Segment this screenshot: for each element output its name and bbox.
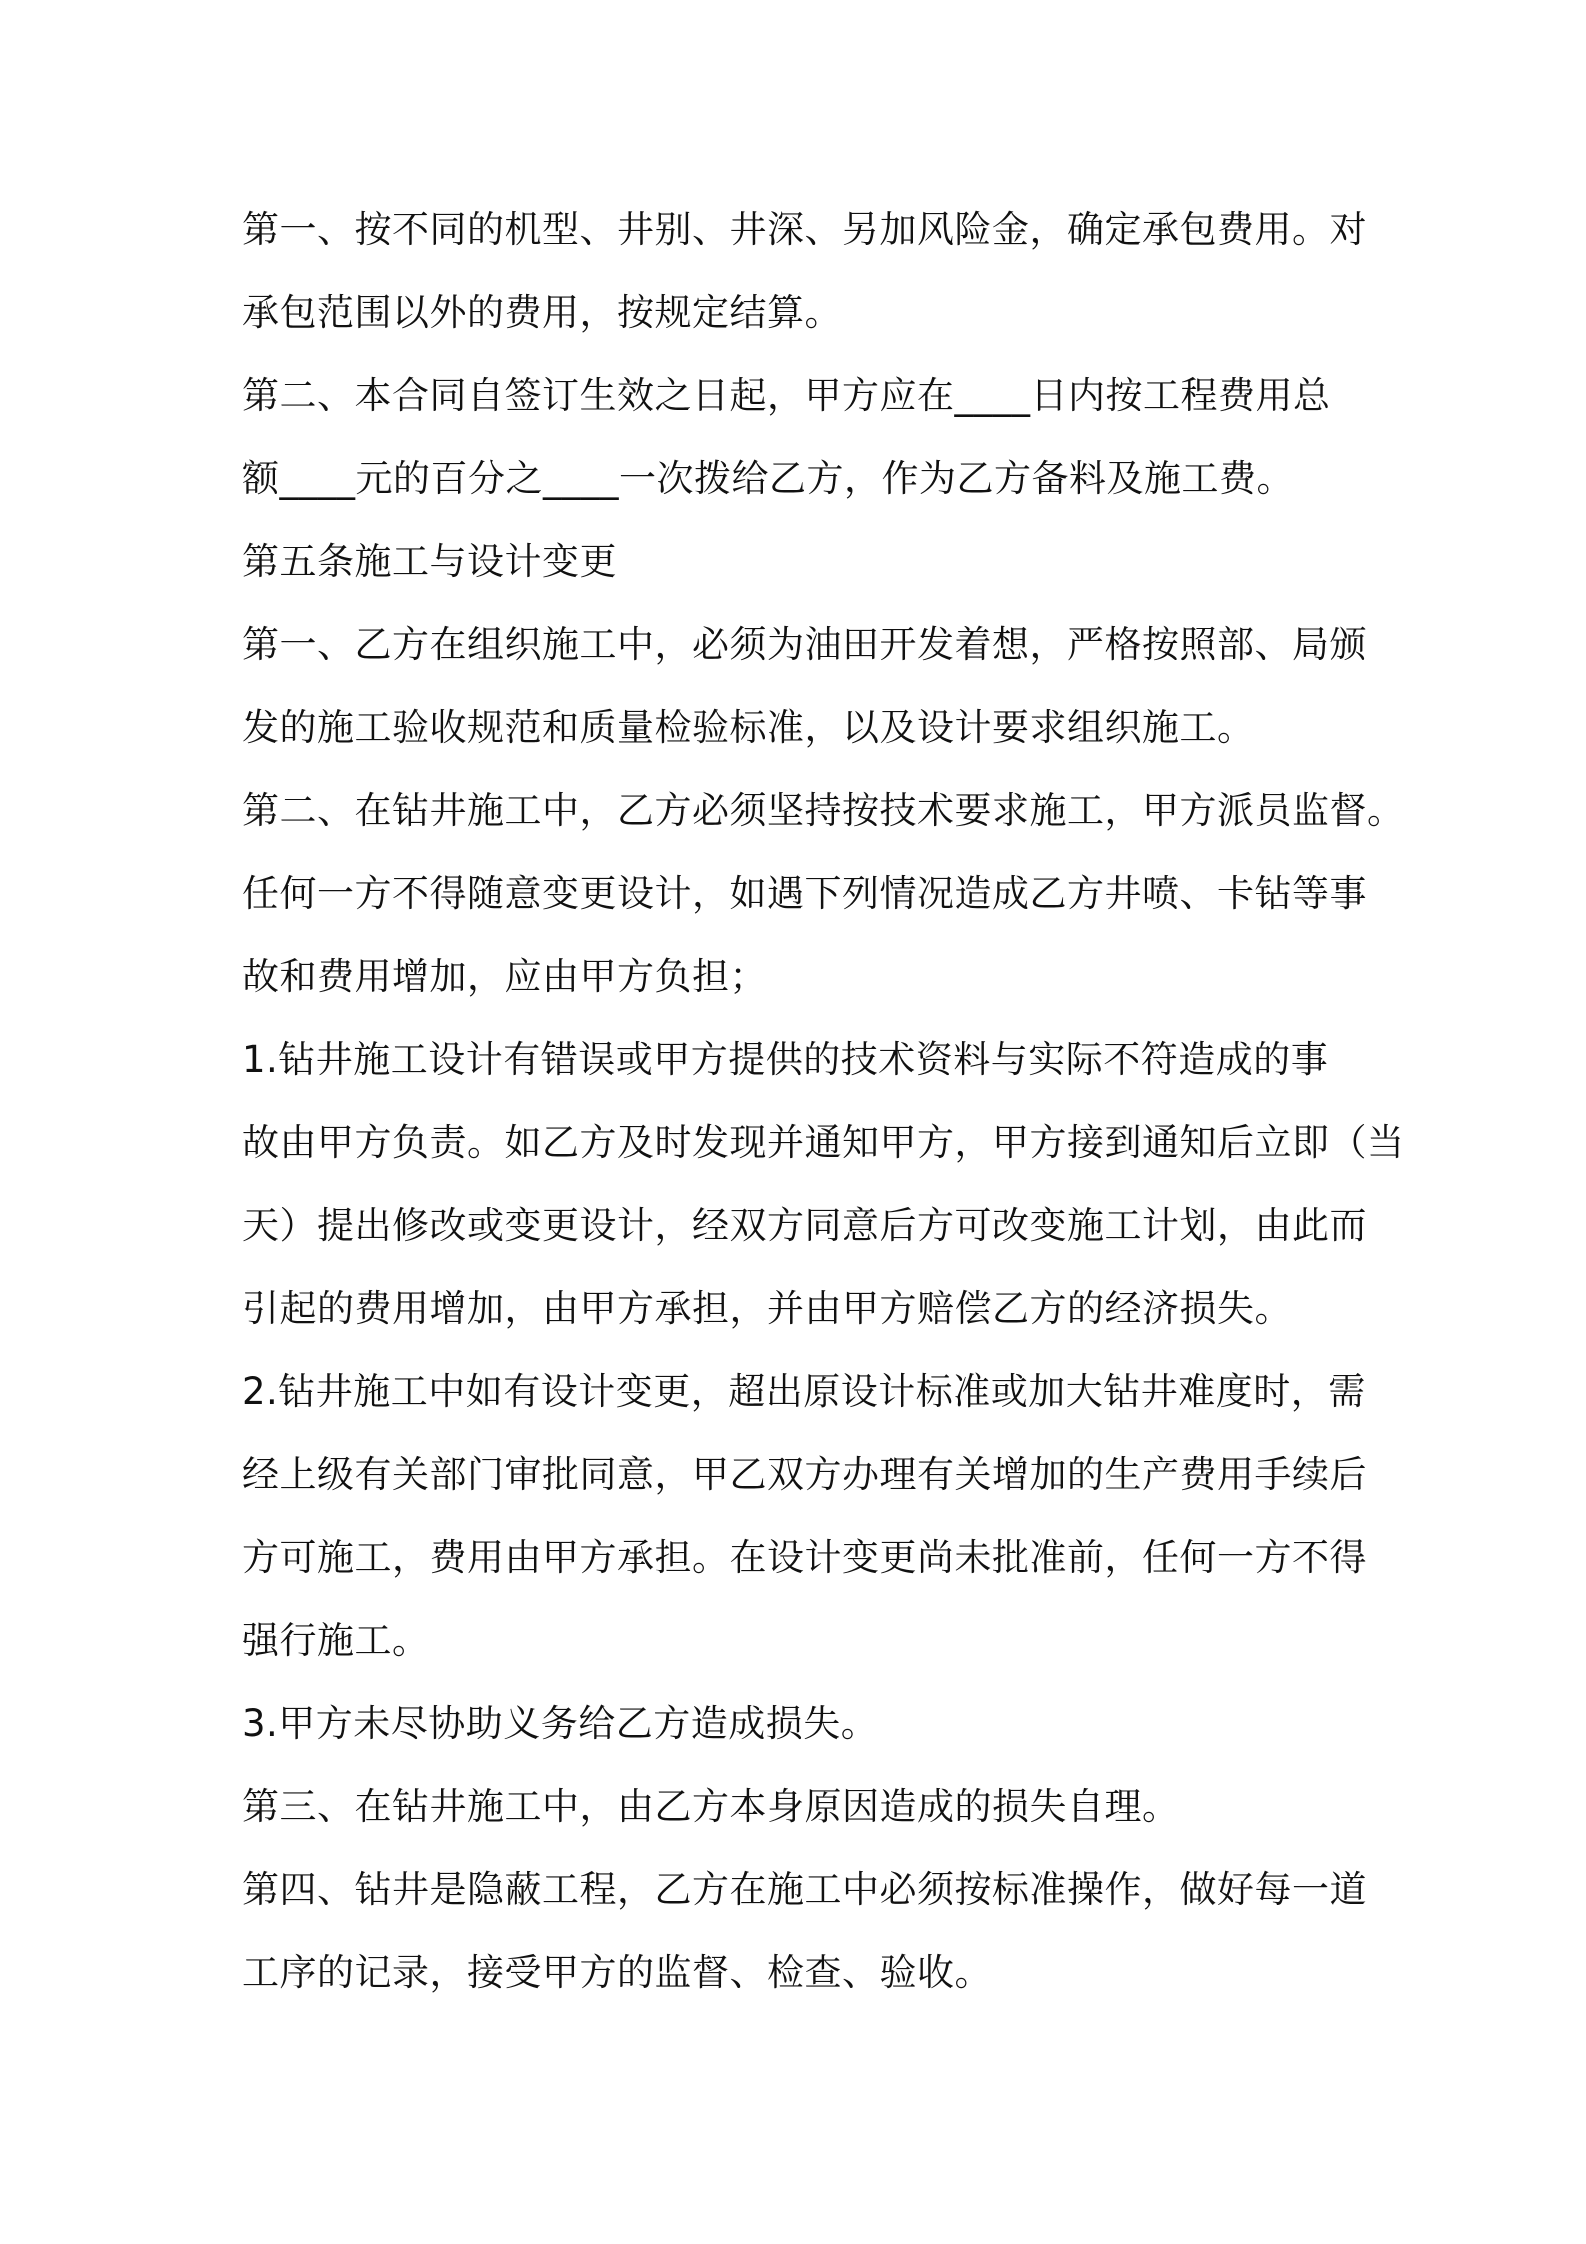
text-line: 第二、在钻井施工中，乙方必须坚持按技术要求施工，甲方派员监督。 bbox=[242, 789, 1405, 832]
text-line: 第二、本合同自签订生效之日起，甲方应在____日内按工程费用总 bbox=[242, 374, 1331, 417]
text-line: 第一、乙方在组织施工中，必须为油田开发着想，严格按照部、局颁 bbox=[242, 623, 1367, 666]
text-line: 发的施工验收规范和质量检验标准，以及设计要求组织施工。 bbox=[242, 706, 1255, 749]
text-line: 方可施工，费用由甲方承担。在设计变更尚未批准前，任何一方不得 bbox=[242, 1536, 1367, 1579]
text-line: 工序的记录，接受甲方的监督、检查、验收。 bbox=[242, 1951, 992, 1994]
text-line: 第四、钻井是隐蔽工程，乙方在施工中必须按标准操作，做好每一道 bbox=[242, 1868, 1367, 1911]
text-line: 额____元的百分之____一次拨给乙方，作为乙方备料及施工费。 bbox=[242, 457, 1294, 500]
text-line: 强行施工。 bbox=[242, 1619, 430, 1662]
text-line: 经上级有关部门审批同意，甲乙双方办理有关增加的生产费用手续后 bbox=[242, 1453, 1367, 1496]
text-line: 任何一方不得随意变更设计，如遇下列情况造成乙方井喷、卡钻等事 bbox=[242, 872, 1367, 915]
text-line: 第一、按不同的机型、井别、井深、另加风险金，确定承包费用。对 bbox=[242, 208, 1367, 251]
text-line: 第三、在钻井施工中，由乙方本身原因造成的损失自理。 bbox=[242, 1785, 1180, 1828]
text-line: 承包范围以外的费用，按规定结算。 bbox=[242, 291, 842, 334]
text-line: 天）提出修改或变更设计，经双方同意后方可改变施工计划，由此而 bbox=[242, 1204, 1367, 1247]
text-line: 2.钻井施工中如有设计变更，超出原设计标准或加大钻井难度时，需 bbox=[242, 1370, 1366, 1413]
text-line: 故和费用增加，应由甲方负担； bbox=[242, 955, 767, 998]
text-line: 1.钻井施工设计有错误或甲方提供的技术资料与实际不符造成的事 bbox=[242, 1038, 1329, 1081]
text-line: 3.甲方未尽协助义务给乙方造成损失。 bbox=[242, 1702, 879, 1745]
section-heading: 第五条施工与设计变更 bbox=[242, 540, 617, 583]
text-line: 引起的费用增加，由甲方承担，并由甲方赔偿乙方的经济损失。 bbox=[242, 1287, 1292, 1330]
text-line: 故由甲方负责。如乙方及时发现并通知甲方，甲方接到通知后立即（当 bbox=[242, 1121, 1405, 1164]
